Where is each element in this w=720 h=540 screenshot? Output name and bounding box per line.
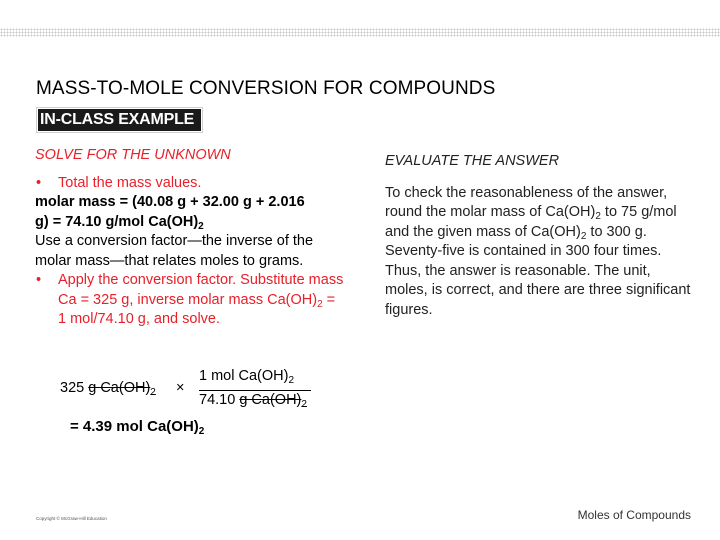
bullet-total-mass	[35, 174, 345, 194]
evaluate-subscript-1: 2	[595, 211, 601, 222]
result-text: = 4.39 mol Ca(OH)	[70, 418, 199, 435]
bullet-dot-icon: •	[36, 272, 42, 288]
bullet-apply-factor	[35, 271, 345, 330]
copyright-notice: Copyright © McGraw-Hill Education	[36, 516, 107, 521]
evaluate-section	[385, 152, 695, 320]
apply-text-part1: Apply the conversion factor. Substitute mass Ca = 325 g, inverse molar mass Ca(OH)	[58, 272, 344, 308]
molar-mass-line-1: molar mass = (40.08 g + 32.00 g + 2.016	[35, 194, 305, 210]
result-subscript: 2	[198, 426, 205, 437]
conversion-calculation	[60, 368, 340, 414]
numerator-subscript: 2	[288, 375, 294, 386]
denominator-unit	[239, 392, 307, 408]
badge-label: IN-CLASS EXAMPLE	[38, 109, 201, 131]
apply-subscript: 2	[317, 298, 323, 310]
slide-title: MASS-TO-MOLE CONVERSION FOR COMPOUNDS	[36, 78, 496, 99]
numerator-text: 1 mol Ca(OH)	[199, 368, 289, 384]
fraction-bar	[199, 390, 311, 391]
given-mass-unit	[88, 380, 156, 396]
solve-section	[35, 146, 345, 330]
fraction-denominator	[199, 392, 307, 408]
given-mass-subscript: 2	[150, 387, 156, 398]
molar-mass-subscript: 2	[198, 220, 204, 232]
given-mass	[60, 380, 156, 396]
evaluate-text-3: to 300 g. Seventy-five is contained in 300 four times. Thus, the answer is reasonable. The unit, moles, is correct, and there are three significant figures.	[385, 223, 691, 318]
evaluate-text-1: To check the reasonableness of the answer, round the molar mass of Ca(OH)	[385, 184, 668, 220]
bullet-dot-icon: •	[36, 174, 42, 191]
denominator-unit-text: g Ca(OH)	[239, 392, 302, 408]
in-class-example-badge	[36, 107, 203, 133]
top-dotted-band	[0, 28, 720, 37]
fraction-numerator	[199, 368, 294, 384]
evaluate-text-2: to 75 g/mol and the given mass of Ca(OH)	[385, 204, 677, 240]
molar-mass-result: g) = 74.10 g/mol Ca(OH)	[35, 213, 199, 230]
molar-mass-line-2	[35, 213, 345, 233]
given-mass-value: 325	[60, 380, 89, 396]
apply-text-part2: = 1 mol/74.10 g, and solve.	[58, 291, 336, 327]
footer-topic: Moles of Compounds	[577, 508, 691, 522]
denominator-subscript: 2	[301, 399, 307, 410]
evaluate-heading: EVALUATE THE ANSWER	[385, 153, 560, 169]
evaluate-subscript-2: 2	[580, 230, 587, 242]
conversion-factor-text: Use a conversion factor—the inverse of the molar mass—that relates moles to grams.	[35, 233, 314, 269]
multiply-sign: ×	[176, 380, 185, 396]
denominator-value: 74.10	[199, 392, 240, 408]
calculation-result	[70, 418, 204, 435]
evaluate-paragraph	[385, 184, 695, 321]
bullet-total-text: Total the mass values.	[58, 174, 202, 191]
given-mass-unit-text: g Ca(OH)	[88, 380, 151, 396]
solve-heading: SOLVE FOR THE UNKNOWN	[35, 147, 231, 163]
